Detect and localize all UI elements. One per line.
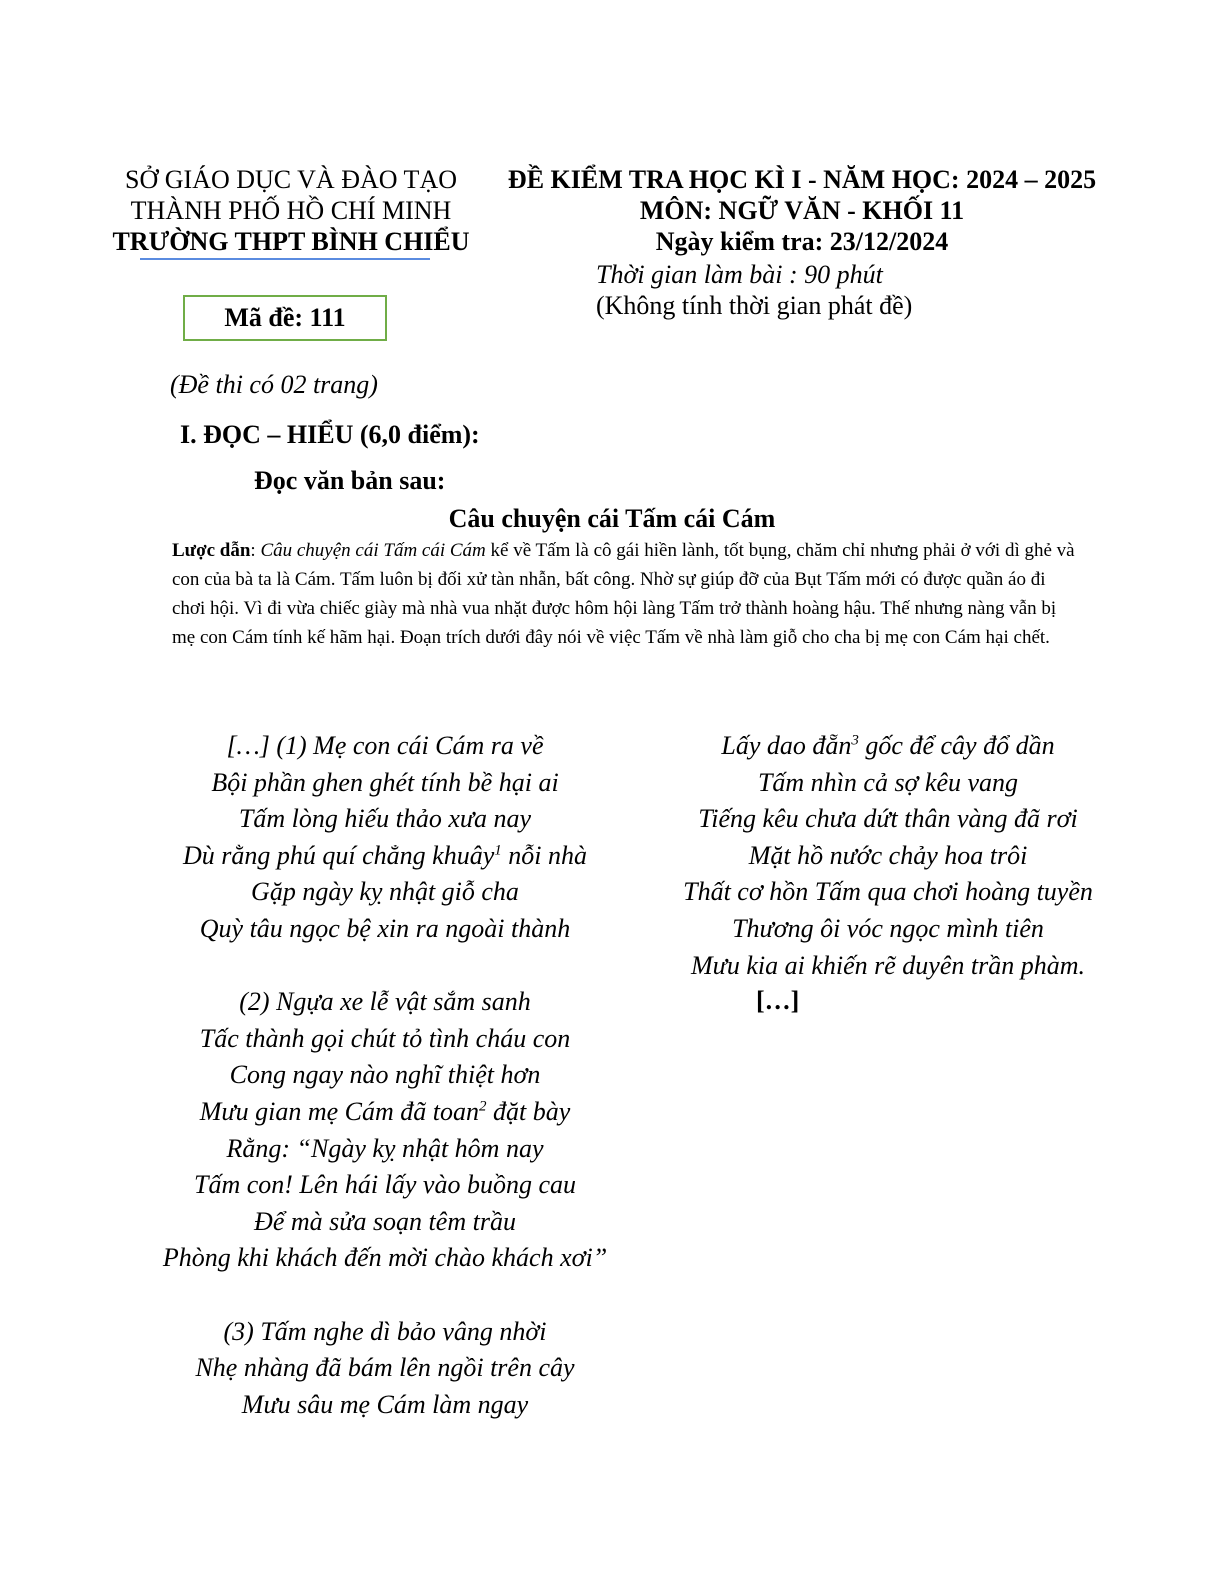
poem-line: Tấm lòng hiếu thảo xưa nay xyxy=(238,804,532,834)
footnote-marker: 1 xyxy=(494,842,502,859)
poem-line: Quỳ tâu ngọc bệ xin ra ngoài thành xyxy=(199,913,571,943)
exam-duration: Thời gian làm bài : 90 phút xyxy=(596,260,883,289)
poem-text: Lấy dao đẵn xyxy=(721,731,852,760)
poem-line: Để mà sửa soạn têm trầu xyxy=(254,1206,516,1236)
reading-instruction: Đọc văn bản sau: xyxy=(254,466,446,495)
poem-line: Rằng: “Ngày kỵ nhật hôm nay xyxy=(226,1133,544,1163)
summary-label: Lược dẫn xyxy=(172,540,251,561)
poem-line: (3) Tấm nghe dì bảo vâng nhời xyxy=(223,1316,547,1346)
poem-line: Tiếng kêu chưa dứt thân vàng đã rơi xyxy=(698,804,1078,834)
poem-line: Thương ôi vóc ngọc mình tiên xyxy=(732,913,1044,943)
poem-line xyxy=(140,838,630,875)
city-name: THÀNH PHỐ HỒ CHÍ MINH xyxy=(130,196,452,225)
poem-text: nỗi nhà xyxy=(501,840,587,870)
summary-separator: : xyxy=(250,540,261,561)
exam-note: (Không tính thời gian phát đề) xyxy=(596,291,913,320)
summary-text: kể về Tấm là cô gái hiền lành, tốt bụng, chăm chỉ nhưng phải ở với dì ghẻ và con của bà ta là Cám. Tấm luôn bị đối xử tàn nhẫn, bất công. Nhờ sự giúp đỡ của Bụt Tấm mới có được quần áo đi chơi hội. Vì đi vừa chiếc giày mà nhà vua nhặt được hôm hội làng Tấm trở thành hoàng hậu. Thế nhưng nàng vẫn bị mẹ con Cám tính kế hãm hại. Đoạn trích dưới đây nói về việc Tấm về nhà làm giỗ cho cha bị mẹ con Cám hại chết. xyxy=(172,540,1075,648)
exam-date: Ngày kiểm tra: 23/12/2024 xyxy=(655,227,949,256)
footnote-marker: 2 xyxy=(478,1098,487,1115)
exam-code-box xyxy=(183,295,387,341)
poem-line: Mưu kia ai khiến rẽ duyên trần phàm. xyxy=(691,950,1085,980)
header-right xyxy=(490,164,1114,257)
school-name: TRƯỜNG THPT BÌNH CHIỂU xyxy=(112,227,470,256)
summary-italic-title: Câu chuyện cái Tấm cái Cám xyxy=(260,540,486,561)
header-left xyxy=(96,164,486,257)
poem-line: Tấm nhìn cả sợ kêu vang xyxy=(757,767,1019,797)
story-title: Câu chuyện cái Tấm cái Cám xyxy=(448,504,776,533)
poem-column-left xyxy=(140,728,630,1423)
poem-text: đặt bày xyxy=(486,1096,571,1126)
exam-code: Mã đề: 111 xyxy=(224,303,346,332)
school-underline xyxy=(140,258,430,260)
poem-ellipsis: […] xyxy=(756,986,800,1015)
poem-column-right xyxy=(660,728,1116,984)
poem-line: Gặp ngày kỵ nhật giỗ cha xyxy=(251,877,519,907)
footnote-marker: 3 xyxy=(851,732,859,749)
poem-line: Mưu sâu mẹ Cám làm ngay xyxy=(241,1389,529,1419)
poem-line: Bội phần ghen ghét tính bề hại ai xyxy=(211,767,559,797)
poem-line: Nhẹ nhàng đã bám lên ngồi trên cây xyxy=(195,1353,575,1383)
poem-text: Mưu gian mẹ Cám đã toan xyxy=(199,1096,479,1126)
poem-line xyxy=(660,728,1116,765)
poem-line: Mặt hồ nước chảy hoa trôi xyxy=(748,840,1028,870)
stanza-gap xyxy=(140,948,630,985)
poem-line xyxy=(140,1094,630,1131)
poem-line: Thất cơ hồn Tấm qua chơi hoàng tuyền xyxy=(683,877,1093,907)
exam-title: ĐỀ KIỂM TRA HỌC KÌ I - NĂM HỌC: 2024 – 2025 xyxy=(507,165,1097,194)
exam-subject: MÔN: NGỮ VĂN - KHỐI 11 xyxy=(639,196,965,225)
poem-text: gốc để cây đổ dần xyxy=(858,731,1055,760)
poem-line: Phòng khi khách đến mời chào khách xơi” xyxy=(162,1243,608,1273)
poem-line: Cong ngay nào nghĩ thiệt hơn xyxy=(229,1060,541,1090)
section-title: I. ĐỌC – HIỂU (6,0 điểm): xyxy=(180,420,480,449)
poem-text: Dù rằng phú quí chẳng khuây xyxy=(183,840,495,870)
poem-line: […] (1) Mẹ con cái Cám ra về xyxy=(226,731,544,760)
poem-line: Tấc thành gọi chút tỏ tình cháu con xyxy=(199,1023,571,1053)
stanza-gap xyxy=(140,1277,630,1314)
summary-paragraph xyxy=(172,536,1082,652)
poem-line: Tấm con! Lên hái lấy vào buồng cau xyxy=(193,1170,576,1200)
department-name: SỞ GIÁO DỤC VÀ ĐÀO TẠO xyxy=(125,165,457,194)
page-count: (Đề thi có 02 trang) xyxy=(170,370,378,399)
poem-line: (2) Ngựa xe lễ vật sắm sanh xyxy=(239,987,531,1017)
